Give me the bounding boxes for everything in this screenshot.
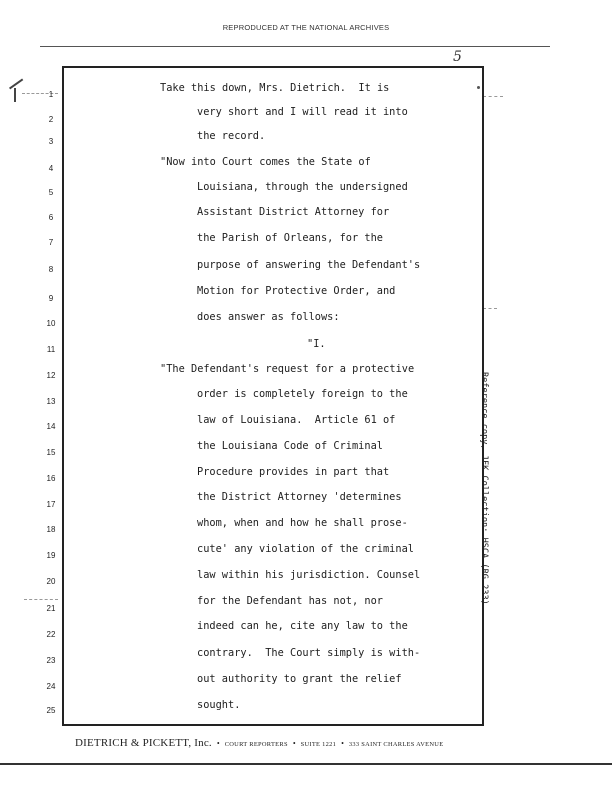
firm-role: COURT REPORTERS [224, 741, 288, 748]
transcript-line: sought. [197, 699, 241, 711]
line-number: 2 [48, 115, 54, 124]
line-numbers [0, 0, 62, 791]
bottom-rule [0, 763, 612, 765]
margin-dash [483, 96, 503, 97]
line-number: 17 [46, 500, 56, 509]
firm-address: 333 SAINT CHARLES AVENUE [348, 741, 444, 748]
line-number: 1 [48, 90, 54, 99]
reporter-footer [75, 733, 443, 751]
line-number: 11 [46, 345, 56, 354]
transcript-line: Assistant District Attorney for [197, 206, 390, 218]
transcript-line: cute' any violation of the criminal [197, 543, 414, 555]
line-number: 22 [46, 630, 56, 639]
line-number: 19 [46, 551, 56, 560]
line-number: 20 [46, 577, 56, 586]
reference-copy-stamp: Reference copy, JFK Collection: HSCA (RG 233) [479, 372, 489, 605]
transcript-line: the Louisiana Code of Criminal [197, 440, 383, 452]
line-number: 9 [48, 294, 54, 303]
transcript-line: indeed can he, cite any law to the [197, 620, 408, 632]
transcript-line: law within his jurisdiction. Counsel [197, 569, 421, 581]
page-number: 5 [453, 49, 462, 65]
line-number: 13 [46, 397, 56, 406]
line-number: 10 [46, 319, 56, 328]
line-number: 18 [46, 525, 56, 534]
transcript-line: Motion for Protective Order, and [197, 285, 396, 297]
line-number: 15 [46, 448, 56, 457]
transcript-line: Procedure provides in part that [197, 466, 390, 478]
line-number: 14 [46, 422, 56, 431]
transcript-line: does answer as follows: [197, 311, 340, 323]
bullet-separator: • [216, 739, 220, 748]
line-number: 24 [46, 682, 56, 691]
line-number: 3 [48, 137, 54, 146]
line-number: 7 [48, 238, 54, 247]
transcript-line: "The Defendant's request for a protective [160, 363, 415, 375]
line-number: 16 [46, 474, 56, 483]
transcript-line: the record. [197, 130, 266, 142]
transcript-line: order is completely foreign to the [197, 388, 408, 400]
top-rule [40, 46, 550, 47]
transcript-line: "I. [307, 338, 326, 350]
transcript-line: for the Defendant has not, nor [197, 595, 383, 607]
transcript-line: purpose of answering the Defendant's [197, 259, 421, 271]
line-number: 4 [48, 164, 54, 173]
transcript-line: whom, when and how he shall prose- [197, 517, 408, 529]
transcript-line: "Now into Court comes the State of [160, 156, 371, 168]
transcript-line: out authority to grant the relief [197, 673, 402, 685]
bullet-separator: • [341, 739, 344, 748]
firm-suite: SUITE 1221 [300, 741, 337, 748]
transcript-line: the Parish of Orleans, for the [197, 232, 383, 244]
transcript-line: law of Louisiana. Article 61 of [197, 414, 396, 426]
archive-header: REPRODUCED AT THE NATIONAL ARCHIVES [222, 23, 390, 32]
transcript-line: Louisiana, through the undersigned [197, 181, 408, 193]
line-number: 25 [46, 706, 56, 715]
firm-name: DIETRICH & PICKETT, Inc. [75, 737, 212, 749]
transcript-line: Take this down, Mrs. Dietrich. It is [160, 82, 390, 94]
line-number: 12 [46, 371, 56, 380]
line-number: 21 [46, 604, 56, 613]
transcript-line: very short and I will read it into [197, 106, 408, 118]
line-number: 23 [46, 656, 56, 665]
transcript-line: the District Attorney 'determines [197, 491, 402, 503]
margin-dash [483, 308, 497, 309]
line-number: 8 [48, 265, 54, 274]
line-number: 6 [48, 213, 54, 222]
transcript-line: contrary. The Court simply is with- [197, 647, 421, 659]
bullet-separator: • [292, 739, 296, 748]
line-number: 5 [48, 188, 54, 197]
